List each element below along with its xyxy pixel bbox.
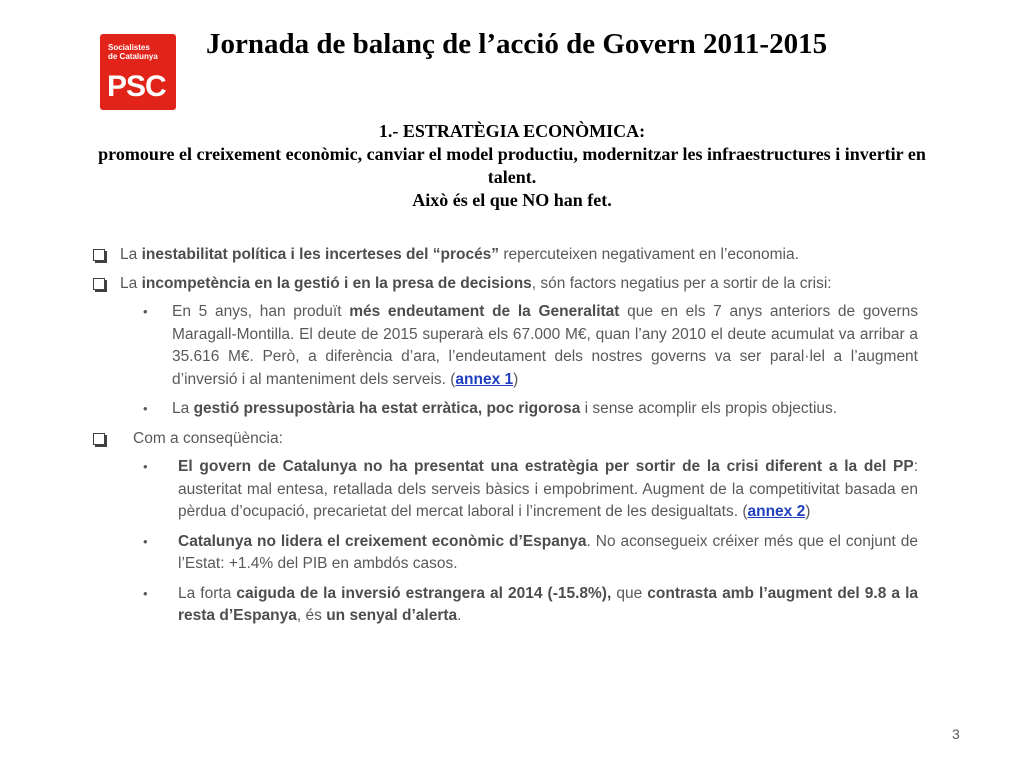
list-item: • La forta caiguda de la inversió estrangera al 2014 (-15.8%), que contrasta amb l’augment del 9.8 a la resta d’Espanya, és un senyal d’alerta. [143, 584, 918, 624]
dot-bullet-icon: • [143, 533, 148, 549]
logo-text: Socialistes de Catalunya [108, 43, 158, 61]
subtitle-line-1: 1.- ESTRATÈGIA ECONÒMICA: [378, 121, 646, 141]
dot-bullet-icon: • [143, 304, 148, 319]
checkbox-bullet-icon [93, 249, 105, 261]
dot-bullet-icon: • [143, 585, 148, 601]
bullet-list [90, 244, 918, 635]
list-item: • El govern de Catalunya no ha presentat una estratègia per sortir de la crisi diferent a la del PP: austeritat mal entesa, retallada dels serveis bàsics i empobriment. Augment de la competitivitat basada en pèrdua d’ocupació, precarietat del mercat laboral i l’increment de les desigualtats. (annex 2) [143, 458, 918, 520]
annex-1-link[interactable]: annex 1 [455, 370, 514, 388]
subtitle-line-2: promoure el creixement econòmic, canviar el model productiu, modernitzar les infraestructures i invertir en talent. [98, 144, 926, 187]
page-number: 3 [952, 726, 960, 742]
annex-2-link[interactable]: annex 2 [747, 503, 806, 520]
psc-logo [100, 34, 176, 110]
list-item: Com a conseqüència: [90, 428, 918, 451]
list-item: • En 5 anys, han produït més endeutament de la Generalitat que en els 7 anys anteriors de governs Maragall-Montilla. El deute de 2015 superarà els 67.000 M€, quan l’any 2010 el deute acumulat va arribar a 35.616 M€. Però, a diferència d’ara, l’endeutament dels nostres governs va ser paral·lel a l’augment d’inversió i al manteniment dels serveis. (annex 1) [143, 303, 918, 388]
section-subtitle [90, 120, 934, 212]
dot-bullet-icon: • [143, 401, 148, 416]
list-item: • Catalunya no lidera el creixement econòmic d’Espanya. No aconsegueix créixer més que el conjunt de l’Estat: +1.4% del PIB en ambdós casos. [143, 532, 918, 572]
page-title: Jornada de balanç de l’acció de Govern 2011-2015 [206, 28, 828, 60]
checkbox-bullet-icon [93, 278, 105, 290]
subtitle-line-3: Això és el que NO han fet. [412, 190, 612, 210]
dot-bullet-icon: • [143, 459, 148, 474]
checkbox-bullet-icon [93, 433, 105, 445]
list-item: La incompetència en la gestió i en la presa de decisions, són factors negatius per a sortir de la crisi: [90, 273, 918, 296]
logo-mark: PSC [107, 70, 166, 103]
list-item: • La gestió pressupostària ha estat erràtica, poc rigorosa i sense acomplir els propis objectius. [90, 398, 918, 421]
list-item: La inestabilitat política i les incerteses del “procés” repercuteixen negativament en l’economia. [90, 244, 918, 267]
